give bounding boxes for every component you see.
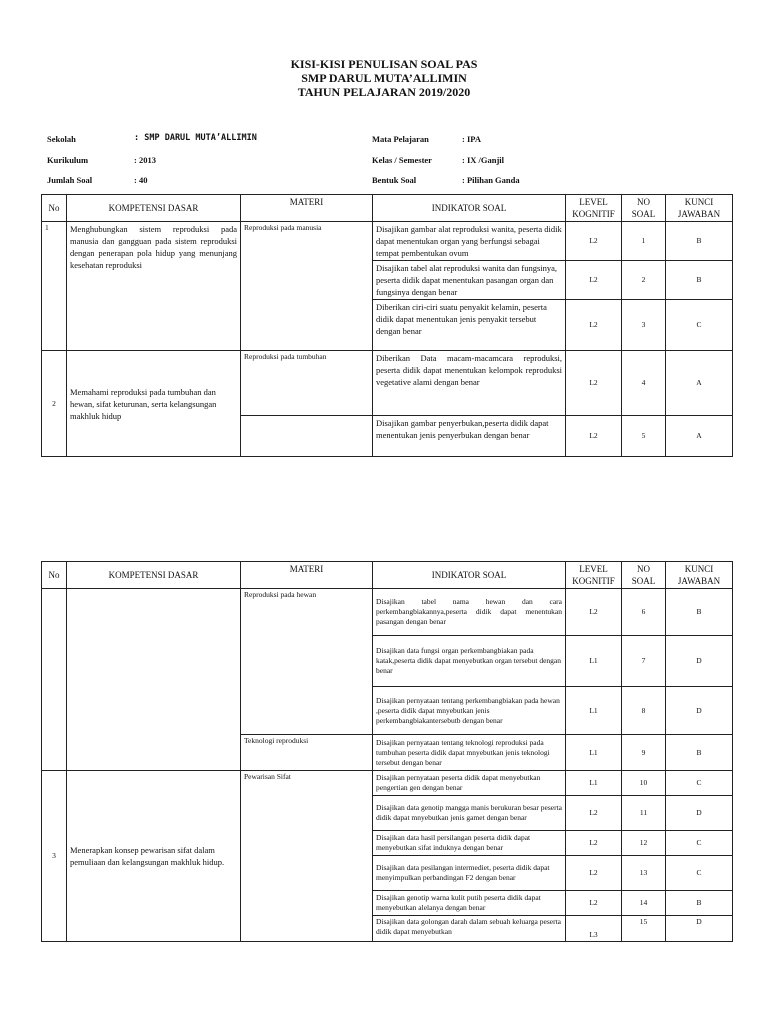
- kunci-cell: C: [666, 771, 733, 796]
- sekolah-value: : SMP DARUL MUTA’ALLIMIN: [134, 133, 257, 143]
- no-soal-cell: 2: [622, 261, 666, 300]
- bentuk-soal-label: Bentuk Soal: [372, 175, 417, 185]
- col-header-kd: KOMPETENSI DASAR: [67, 195, 241, 222]
- no-soal-cell: 3: [622, 300, 666, 351]
- level-cell: L2: [566, 589, 622, 636]
- col-header-no: No: [42, 195, 67, 222]
- kunci-cell: D: [666, 636, 733, 687]
- kd-number: 3: [42, 771, 67, 942]
- doc-title-year: TAHUN PELAJARAN 2019/2020: [297, 85, 471, 99]
- no-soal-cell: 4: [622, 351, 666, 416]
- col-header-level: LEVEL KOGNITIF: [566, 562, 622, 589]
- kd-number-empty: [42, 589, 67, 771]
- kd-number: 1: [42, 222, 67, 351]
- indikator-cell: Disajikan data pesilangan intermediet, peserta didik dapat menyimpulkan perbandingan F2 dengan benar: [373, 856, 566, 891]
- materi-cell: Reproduksi pada manusia: [241, 222, 373, 351]
- col-header-materi: MATERI: [241, 562, 373, 589]
- kurikulum-label: Kurikulum: [47, 155, 89, 165]
- no-soal-cell: 14: [622, 891, 666, 916]
- kisi-table-2: [41, 561, 733, 942]
- doc-title-school: SMP DARUL MUTA’ALLIMIN: [301, 71, 467, 85]
- level-cell: L2: [566, 261, 622, 300]
- level-cell: L2: [566, 796, 622, 831]
- kisi-table-1: [41, 194, 733, 457]
- col-header-nosoal: NO SOAL: [622, 195, 666, 222]
- mapel-label: Mata Pelajaran: [372, 134, 429, 144]
- no-soal-cell: 7: [622, 636, 666, 687]
- table-row: [42, 589, 733, 636]
- indikator-cell: Diberikan ciri-ciri suatu penyakit kelamin, peserta didik dapat menentukan jenis penyakit tersebut dengan benar: [373, 300, 566, 351]
- col-header-kd: KOMPETENSI DASAR: [67, 562, 241, 589]
- col-header-indikator: INDIKATOR SOAL: [373, 562, 566, 589]
- indikator-cell: Disajikan gambar penyerbukan,peserta didik dapat menentukan jenis penyerbukan dengan benar: [373, 416, 566, 457]
- kunci-cell: D: [666, 796, 733, 831]
- kunci-cell: B: [666, 891, 733, 916]
- indikator-cell: Disajikan data genotip mangga manis berukuran besar peserta didik dapat mnyebutkan jenis gamet dengan benar: [373, 796, 566, 831]
- no-soal-cell: 6: [622, 589, 666, 636]
- kd-number: 2: [42, 351, 67, 457]
- indikator-cell: Disajikan pernyataan tentang teknologi reproduksi pada tumbuhan peserta didik dapat mnyebutkan jenis teknologi tersebut dengan benar: [373, 735, 566, 771]
- jumlah-soal-label: Jumlah Soal: [47, 175, 93, 185]
- level-cell: L2: [566, 222, 622, 261]
- indikator-cell: Disajikan data hasil persilangan peserta didik dapat menyebutkan sifat induknya dengan benar: [373, 831, 566, 856]
- level-cell: L2: [566, 831, 622, 856]
- col-header-nosoal: NO SOAL: [622, 562, 666, 589]
- kunci-cell: D: [666, 687, 733, 735]
- level-cell: L1: [566, 771, 622, 796]
- indikator-cell: Disajikan data golongan darah dalam sebuah keluarga peserta didik dapat menyebutkan: [373, 916, 566, 942]
- table-row: [42, 771, 733, 796]
- indikator-cell: Disajikan tabel nama hewan dan cara perkembangbiakannya,peserta didik dapat menentukan pasangan dengan benar: [373, 589, 566, 636]
- indikator-cell: Disajikan data fungsi organ perkembangbiakan pada katak,peserta didik dapat menyebutkan organ tersebut dengan benar: [373, 636, 566, 687]
- indikator-cell: Disajikan gambar alat reproduksi wanita, peserta didik dapat menentukan organ yang berfungsi sebagai tempat pembentukan ovum: [373, 222, 566, 261]
- no-soal-cell: 13: [622, 856, 666, 891]
- level-cell: L2: [566, 300, 622, 351]
- col-header-indikator: INDIKATOR SOAL: [373, 195, 566, 222]
- table-row: [42, 351, 733, 416]
- level-cell: L2: [566, 891, 622, 916]
- kunci-cell: D: [666, 916, 733, 942]
- no-soal-cell: 11: [622, 796, 666, 831]
- bentuk-soal-value: : Pilihan Ganda: [462, 175, 520, 185]
- mapel-value: : IPA: [462, 134, 481, 144]
- no-soal-cell: 1: [622, 222, 666, 261]
- kd-text-empty: [67, 589, 241, 771]
- kd-text: Menerapkan konsep pewarisan sifat dalam pemuliaan dan kelangsungan makhluk hidup.: [67, 771, 241, 942]
- kd-text: Menghubungkan sistem reproduksi pada manusia dan gangguan pada sistem reproduksi dengan penerapan pola hidup yang menunjang kesehatan reproduksi: [67, 222, 241, 351]
- materi-cell: Teknologi reproduksi: [241, 735, 373, 771]
- kunci-cell: C: [666, 831, 733, 856]
- kunci-cell: A: [666, 351, 733, 416]
- col-header-no: No: [42, 562, 67, 589]
- level-cell: L1: [566, 735, 622, 771]
- jumlah-soal-value: : 40: [134, 175, 148, 185]
- no-soal-cell: 10: [622, 771, 666, 796]
- col-header-materi: MATERI: [241, 195, 373, 222]
- table-header: [42, 195, 733, 222]
- table-header: [42, 562, 733, 589]
- sekolah-label: Sekolah: [47, 134, 76, 144]
- no-soal-cell: 5: [622, 416, 666, 457]
- col-header-level: LEVEL KOGNITIF: [566, 195, 622, 222]
- kurikulum-value: : 2013: [134, 155, 156, 165]
- level-cell: L2: [566, 351, 622, 416]
- kunci-cell: A: [666, 416, 733, 457]
- materi-cell: Reproduksi pada tumbuhan: [241, 351, 373, 416]
- no-soal-cell: 8: [622, 687, 666, 735]
- no-soal-cell: 15: [622, 916, 666, 942]
- kelas-value: : IX /Ganjil: [462, 155, 505, 165]
- indikator-cell: Disajikan pernyataan tentang perkembangbiakan pada hewan ,peserta didik dapat mnyebutkan jenis perkembangbiakantersebutb dengan benar: [373, 687, 566, 735]
- doc-title-line1: KISI-KISI PENULISAN SOAL PAS: [290, 57, 478, 71]
- kunci-cell: B: [666, 589, 733, 636]
- col-header-kunci: KUNCI JAWABAN: [666, 562, 733, 589]
- indikator-cell: Diberikan Data macam-macamcara reproduksi, peserta didik dapat menentukan kelompok reproduksi vegetative alami dengan benar: [373, 351, 566, 416]
- kunci-cell: C: [666, 300, 733, 351]
- level-cell: L2: [566, 416, 622, 457]
- level-cell: L3: [566, 916, 622, 942]
- no-soal-cell: 9: [622, 735, 666, 771]
- no-soal-cell: 12: [622, 831, 666, 856]
- level-cell: L1: [566, 687, 622, 735]
- indikator-cell: Disajikan genotip warna kulit putih peserta didik dapat menyebutkan alelanya dengan benar: [373, 891, 566, 916]
- kd-text: Memahami reproduksi pada tumbuhan dan hewan, sifat keturunan, serta kelangsungan makhluk hidup: [67, 351, 241, 457]
- level-cell: L2: [566, 856, 622, 891]
- kelas-label: Kelas / Semester: [372, 155, 432, 165]
- level-cell: L1: [566, 636, 622, 687]
- kunci-cell: B: [666, 222, 733, 261]
- indikator-cell: Disajikan tabel alat reproduksi wanita dan fungsinya, peserta didik dapat menentukan pasangan organ dan fungsinya dengan benar: [373, 261, 566, 300]
- table-row: [42, 222, 733, 261]
- materi-cell: Reproduksi pada hewan: [241, 589, 373, 735]
- kunci-cell: B: [666, 735, 733, 771]
- col-header-kunci: KUNCI JAWABAN: [666, 195, 733, 222]
- kunci-cell: B: [666, 261, 733, 300]
- indikator-cell: Disajikan pernyataan peserta didik dapat menyebutkan pengertian gen dengan benar: [373, 771, 566, 796]
- materi-cell: Pewarisan Sifat: [241, 771, 373, 942]
- kunci-cell: C: [666, 856, 733, 891]
- materi-cell-empty: [241, 416, 373, 457]
